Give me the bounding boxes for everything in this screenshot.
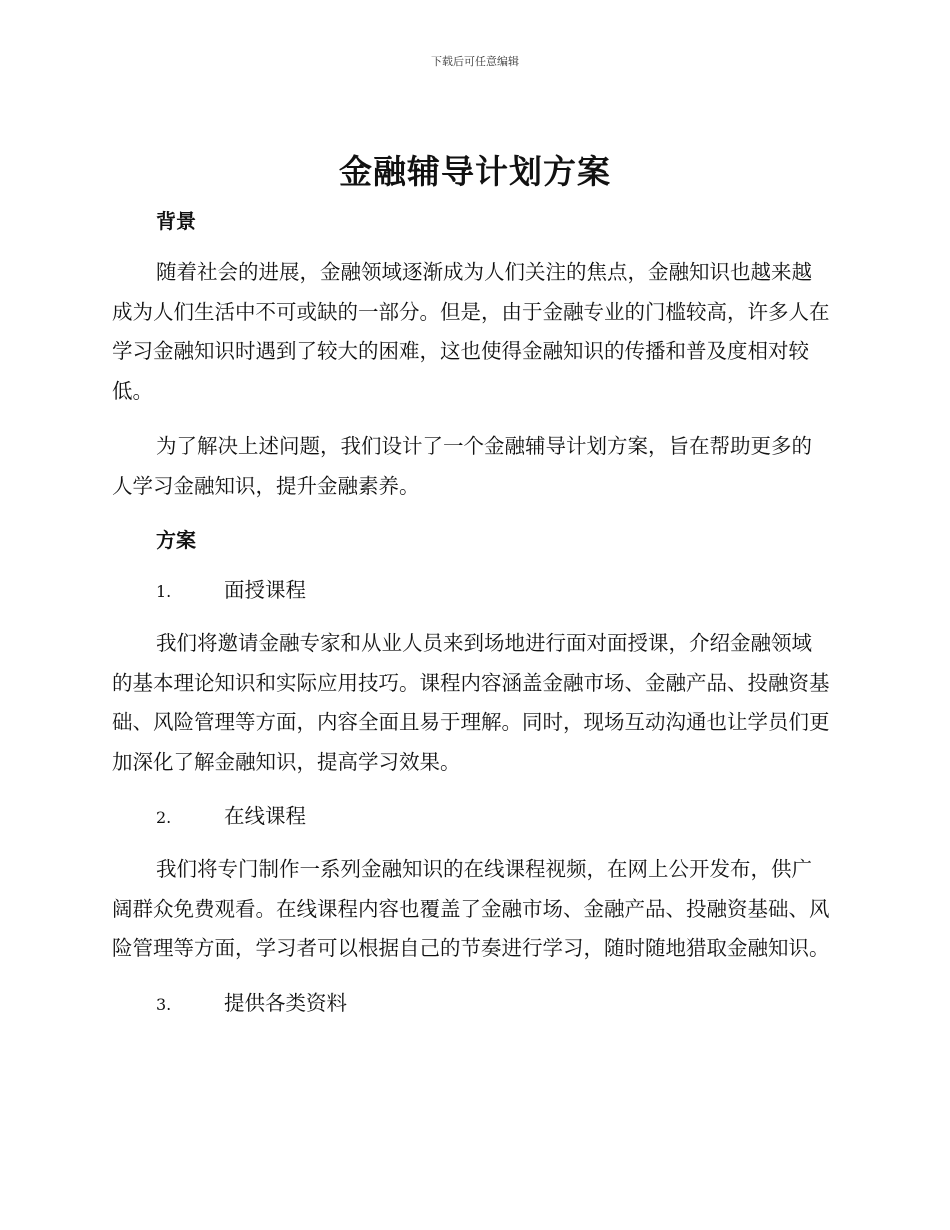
list-item-number: 3.: [156, 994, 172, 1014]
paragraph: 为了解决上述问题，我们设计了一个金融辅导计划方案，旨在帮助更多的人学习金融知识，提升金融素养。: [112, 434, 812, 498]
paragraph: 我们将专门制作一系列金融知识的在线课程视频，在网上公开发布，供广阔群众免费观看。在线课程内容也覆盖了金融市场、金融产品、投融资基础、风险管理等方面，学习者可以根据自己的节奏进行学习，随时随地猎取金融知识。: [112, 857, 830, 960]
list-item: [112, 798, 832, 836]
list-item-label: 面授课程: [224, 578, 306, 602]
list-item-number: 1.: [156, 582, 172, 601]
header-note: 下载后可任意编辑: [431, 55, 519, 68]
document-title: 金融辅导计划方案: [339, 152, 611, 191]
list-item: [112, 985, 832, 1023]
paragraph: 随着社会的进展，金融领域逐渐成为人们关注的焦点，金融知识也越来越成为人们生活中不可或缺的一部分。但是，由于金融专业的门槛较高，许多人在学习金融知识时遇到了较大的困难，这也使得金融知识的传播和普及度相对较低。: [112, 260, 830, 403]
list-item-label: 提供各类资料: [224, 990, 347, 1015]
section-heading-plan: 方案: [156, 528, 196, 552]
paragraph: 我们将邀请金融专家和从业人员来到场地进行面对面授课，介绍金融领域的基本理论知识和实际应用技巧。课程内容涵盖金融市场、金融产品、投融资基础、风险管理等方面，内容全面且易于理解。同时，现场互动沟通也让学员们更加深化了解金融知识，提高学习效果。: [112, 631, 830, 774]
list-item: [112, 572, 832, 610]
document-body: [112, 203, 832, 1023]
section-heading-background: 背景: [156, 209, 196, 233]
list-item-number: 2.: [156, 808, 172, 827]
list-item-label: 在线课程: [224, 804, 306, 828]
